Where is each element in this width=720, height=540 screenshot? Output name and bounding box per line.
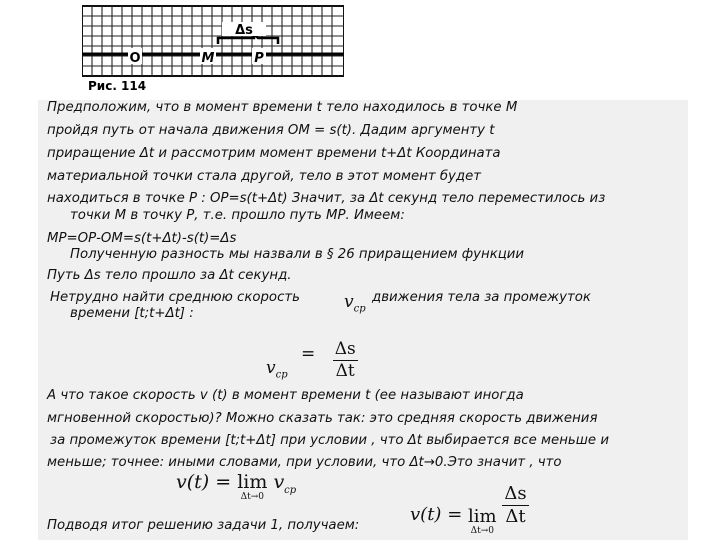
text-line: Предположим, что в момент времени t тело находилось в точке М xyxy=(47,100,518,115)
text-line: материальной точки стала другой, тело в этот момент будет xyxy=(47,169,482,184)
label-p: P xyxy=(254,51,264,66)
figure-caption: Рис. 114 xyxy=(88,79,147,93)
text-line: находиться в точке Р : ОР=s(t+Δt) Значит, за Δt секунд тело переместилось из xyxy=(47,191,606,206)
text-line: меньше; точнее: иными словами, при условии, что Δt→0.Это значит , что xyxy=(47,455,562,470)
label-ds: Δs xyxy=(235,23,253,38)
text-line: за промежуток времени [t;t+Δt] при условии , что Δt выбирается все меньше и xyxy=(50,433,609,448)
text-line: МР=ОР-ОМ=s(t+Δt)-s(t)=Δs xyxy=(47,231,237,246)
text-line: Подводя итог решению задачи 1, получаем: xyxy=(47,518,360,533)
formula-limit-vcp: v(t) = lim Δt→0 $v_{ср}$ xyxy=(176,471,297,502)
text-line: Нетрудно найти среднюю скорость xyxy=(50,290,300,305)
formula-limit-ds-dt: v(t) = lim Δt→0 $\frac{\Delta s}{\Delta t}$ xyxy=(410,483,527,537)
text-line: Полученную разность мы назвали в § 26 приращением функции xyxy=(70,247,525,262)
grid-figure xyxy=(82,4,344,94)
text-line: А что такое скорость v (t) в момент времени t (ее называют иногда xyxy=(47,388,524,403)
text-line: движения тела за промежуток xyxy=(372,290,591,305)
label-o: O xyxy=(129,51,141,66)
text-line: времени [t;t+Δt] : xyxy=(70,306,194,321)
text-line: приращение Δt и рассмотрим момент времени t+Δt Координата xyxy=(47,146,501,161)
text-line: точки М в точку Р, т.е. прошло путь МР. Имеем: xyxy=(70,208,405,223)
formula-vcp: $v_{ср}$ = $\frac{\Delta s}{\Delta t}$ xyxy=(266,339,356,381)
text-line: Путь Δs тело прошло за Δt секунд. xyxy=(47,268,292,283)
text-line: пройдя путь от начала движения ОМ = s(t). Дадим аргументу t xyxy=(47,123,495,138)
label-m: M xyxy=(201,51,215,66)
figure xyxy=(82,4,344,94)
text-line: мгновенной скоростью)? Можно сказать так: это средняя скорость движения xyxy=(47,411,598,426)
vcp-inline: $v_{ср}$ xyxy=(344,292,366,315)
